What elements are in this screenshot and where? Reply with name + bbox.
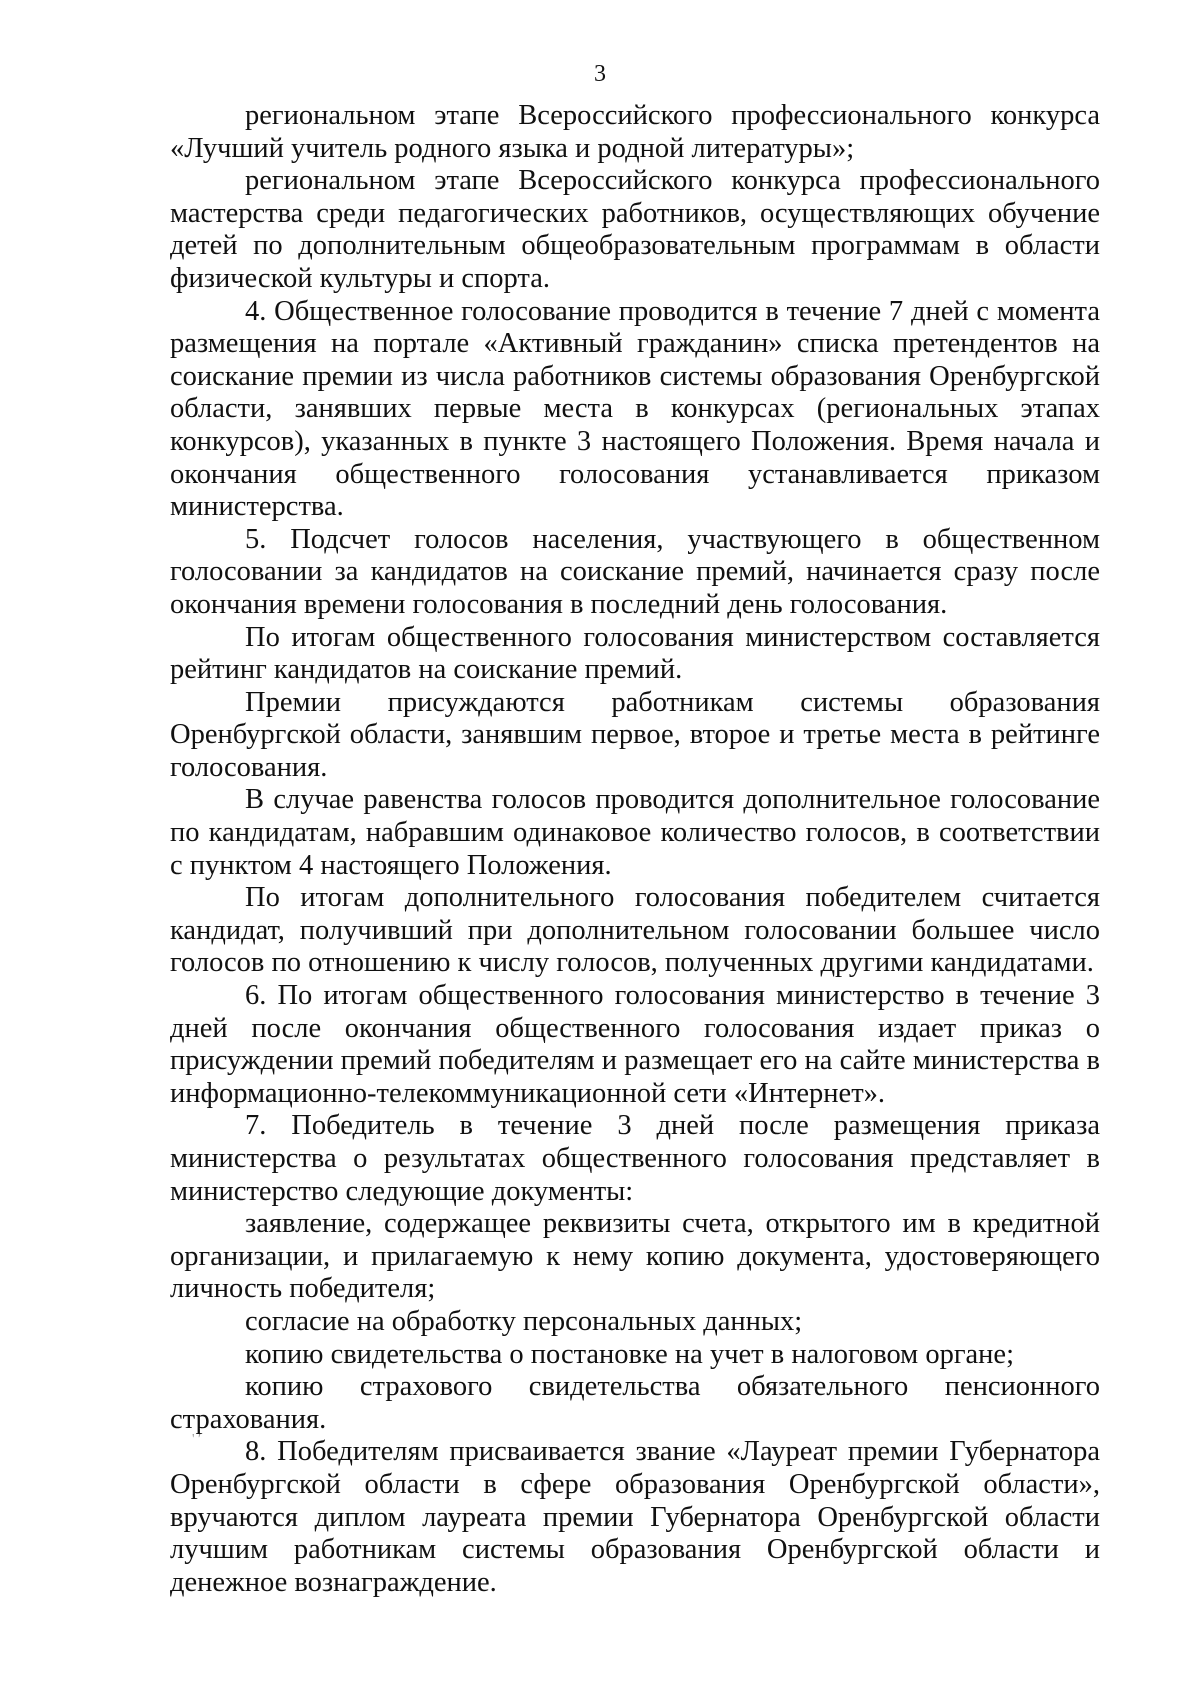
paragraph-3: 4. Общественное голосование проводится в течение 7 дней с момента размещения на портале «Активный гражданин» списка претендентов на соискание премии из числа работников системы образования Оренбургской области, занявших первые места в конкурсах (региональных этапах конкурсов), указанных в пункте 3 настоящего Положения. Время начала и окончания общественного голосования устанавливается приказом министерства. bbox=[170, 295, 1100, 523]
paragraph-1: региональном этапе Всероссийского профессионального конкурса «Лучший учитель родного языка и родной литературы»; bbox=[170, 100, 1100, 164]
paragraph-10: 7. Победитель в течение 3 дней после размещения приказа министерства о результатах общественного голосования представляет в министерство следующие документы: bbox=[170, 1110, 1100, 1207]
paragraph-8: По итогам дополнительного голосования победителем считается кандидат, получивший при дополнительном голосовании большее число голосов по отношению к числу голосов, полученных другими кандидатами. bbox=[170, 882, 1100, 979]
paragraph-6: Премии присуждаются работникам системы образования Оренбургской области, занявшим первое, второе и третье места в рейтинге голосования. bbox=[170, 686, 1100, 783]
paragraph-7: В случае равенства голосов проводится дополнительное голосование по кандидатам, набравшим одинаковое количество голосов, в соответствии с пунктом 4 настоящего Положения. bbox=[170, 784, 1100, 881]
paragraph-14: копию страхового свидетельства обязательного пенсионного страхования. bbox=[170, 1371, 1100, 1435]
paragraph-13: копию свидетельства о постановке на учет в налоговом органе; bbox=[245, 1338, 1014, 1370]
paragraph-2: региональном этапе Всероссийского конкурса профессионального мастерства среди педагогических работников, осуществляющих обучение детей по дополнительным общеобразовательным программам в области физической культуры и спорта. bbox=[170, 165, 1100, 294]
paragraph-12: согласие на обработку персональных данных; bbox=[245, 1305, 803, 1337]
page-number: 3 bbox=[594, 61, 606, 87]
scan-artifact-mark: ' ′ bbox=[192, 1432, 202, 1447]
paragraph-5: По итогам общественного голосования министерством составляется рейтинг кандидатов на соискание премий. bbox=[170, 621, 1100, 686]
paragraph-9: 6. По итогам общественного голосования министерство в течение 3 дней после окончания общественного голосования издает приказ о присуждении премий победителям и размещает его на сайте министерства в информационно-телекоммуникационной сети «Интернет». bbox=[170, 980, 1100, 1109]
paragraph-4: 5. Подсчет голосов населения, участвующего в общественном голосовании за кандидатов на соискание премий, начинается сразу после окончания времени голосования в последний день голосования. bbox=[170, 523, 1100, 620]
paragraph-11: заявление, содержащее реквизиты счета, открытого им в кредитной организации, и прилагаемую к нему копию документа, удостоверяющего личность победителя; bbox=[170, 1208, 1100, 1305]
paragraph-15: 8. Победителям присваивается звание «Лауреат премии Губернатора Оренбургской области в сфере образования Оренбургской области», вручаются диплом лауреата премии Губернатора Оренбургской области лучшим работникам системы образования Оренбургской области и денежное вознаграждение. bbox=[170, 1436, 1100, 1598]
document-body bbox=[170, 100, 1100, 1599]
